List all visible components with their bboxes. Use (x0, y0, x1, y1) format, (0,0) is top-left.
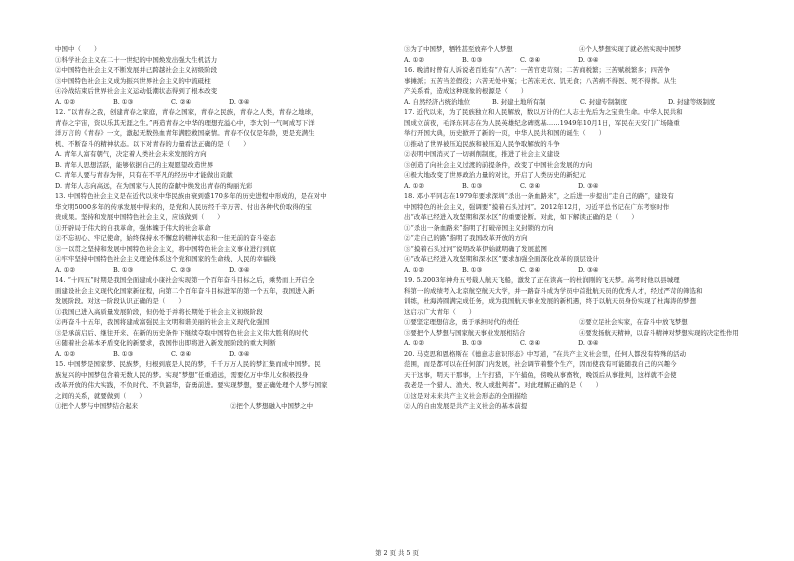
q12-option: A. 青年人富有朝气，决定着人类社会未来发展的方向 (55, 150, 207, 158)
q20-item: ①这是对未来共产主义社会形态的全面描绘 (404, 391, 528, 400)
q16-line: 16. 晚清时曾有人诉说老百姓有“八苦”：一苦官吏苛刻；二苦商税繁；三苦赋税繁多；四苦争 (404, 66, 670, 74)
option: D. ③④ (578, 55, 599, 64)
option: D. ③④ (229, 265, 250, 274)
q13-line: 华文明5000多年的传承发展中得来的，是党和人民历经千辛万苦、付出各种代价取得的宝 (55, 202, 312, 211)
q16-line: 产关系看，造成这种现象的根源是（ ） (404, 87, 528, 95)
q15-item: ①把个人梦与中国梦结合起来 (55, 402, 139, 410)
q12-line: 12. “以青春之我，创建青春之家庭，青春之国家，青春之民族，青春之人类，青春之地球， (55, 108, 318, 116)
q13-item: ①开辟局于伟大的自我革命，强体魄于伟大的社会革命 (55, 223, 211, 232)
q15-options (404, 55, 754, 66)
q14-line: 面建设社会主义现代化国家新征程，向第二个百年奋斗目标进军的第一个五年，我国进入新 (55, 286, 315, 295)
option: B. 封建土地所有制 (492, 97, 546, 106)
q18-line: 18. 邓小平同志在1979年要求深圳“杀出一条血路来”，之后进一步提出“走自己的路”，建设有 (404, 192, 674, 200)
option: A. ①② (404, 265, 425, 274)
q15-item: ④个人梦想实现了就必然实现中国梦 (579, 45, 682, 53)
option: C. ②③ (171, 265, 192, 274)
q15-items (404, 44, 754, 55)
q17-item: ②表明中国消灭了一切剥削制度，推进了社会主义建设 (404, 150, 560, 158)
option: A. ①② (404, 55, 425, 64)
q18-item: ③“摸着石头过河”说明改革伊始就明确了发展蓝图 (404, 244, 548, 253)
q20-line: 天干这事，明天干那事，上午打猎，下午捕鱼，傍晚从事畜牧，晚饭后从事批判，这样就不会使 (404, 370, 677, 379)
option: C. 封建专制制度 (580, 97, 628, 106)
q11-item: ②中国特色社会主义不断发展并已跨越社会主义初级阶段 (55, 66, 218, 74)
option: C. ②④ (171, 97, 192, 106)
q19-line: 科第一的成绩考入北京航空航天大学，并一路奋斗成为学员中首批航天员的优秀人才，经过严苛的筛选和 (404, 286, 703, 295)
option: B. ①③ (462, 55, 483, 64)
q17-options (404, 181, 754, 192)
option: D. ③④ (578, 265, 599, 274)
page-number: 第 2 页 共 5 页 (375, 549, 419, 557)
q15-line: 之间的关系，就要做到（ ） (55, 391, 146, 400)
q18-item: ②“走自己的路”指明了我国改革开放的方向 (404, 234, 528, 242)
option: A. 自然经济占统治地位 (404, 97, 471, 106)
q13-item: ②不忘初心、牢记使命，始终保持永不懈怠的精神状态和一往无前的奋斗姿态 (55, 234, 276, 242)
q14-item: ③是承前启后、继往开来、在新的历史条件下继续夺取中国特色社会主义伟大胜利的时代 (55, 328, 309, 337)
option: D. ③④ (229, 97, 250, 106)
option: C. ②④ (171, 349, 192, 358)
q15-line: 族复兴的中国梦包含着无数人民的梦。实现“梦想”任重道远，需要亿万中华儿女积极投身 (55, 370, 309, 379)
left-column (55, 44, 405, 412)
q19-item: ②要立足社会实家，在奋斗中放飞梦想 (579, 318, 688, 326)
q11-item: ③中国特色社会主义成为振兴世界社会主义的中流砥柱 (55, 76, 211, 85)
q19-line: 19. 5.2003年神舟五号载人航天飞船，激发了正在读高一的杜润刚的飞天梦。高考时他以县城理 (404, 276, 680, 284)
q13-item: ③一以贯之坚持和发展中国特色社会主义，将中国特色社会主义事业进行到底 (55, 244, 276, 253)
q17-item: ③创造了向社会主义过渡的前提条件，改变了中国社会发展的方向 (404, 160, 593, 169)
q19-line: 这启示广大青年（ ） (404, 307, 476, 316)
option: A. ①② (404, 181, 425, 190)
q20-item: ②人的自由发展是共产主义社会的基本前提 (404, 402, 528, 410)
q11-item: ①科学社会主义在二十一世纪的中国焕发出强大生机活力 (55, 55, 218, 64)
option: D. ③④ (578, 181, 599, 190)
option: C. ②④ (520, 55, 541, 64)
option: D. ③④ (578, 339, 599, 347)
q15-line: 15. 中国梦是国家梦、民族梦，归根到底是人民的梦，千千万万人民的梦汇集而成中国梦。民 (55, 360, 321, 368)
option: A. ①② (55, 349, 76, 358)
q14-line: 14. “十四五”时期是我国全面建成小康社会实现第一个百年奋斗目标之后，乘势而上开启全 (55, 276, 315, 284)
q19-item: ①要坚定理想信念，勇于承担时代的责任 (404, 318, 520, 326)
q14-line: 发展阶段。对这一阶段认识正确的是（ ） (55, 297, 185, 305)
q19-item: ④要发扬航天精神，以奋斗精神对梦想实现的决定性作用 (579, 328, 739, 337)
q14-item: ④随着社会基本矛盾变化的新要求，我国作出即将进入新发展阶段的重大判断 (55, 339, 276, 347)
q20-line: 我老是一个猎人、渔夫、牧人或批判者”。对此理解正确的是（ ） (404, 381, 603, 389)
question-11-tail: 中国中（ ） (55, 45, 101, 53)
option: A. ①② (404, 339, 425, 347)
q17-item: ④极大地改变了世界政治力量的对比，开启了人类历史的新纪元 (404, 171, 586, 179)
q13-line: 13. 中国特色社会主义是在近代以来中华民族由衰到盛170多年的历史进程中形成的，是在对中 (55, 192, 327, 200)
q12-line: 青春之宇宙，资以乐其无涯之生。”再造青春之中华的理想充溢心中，李大钊一气呵成写下洋 (55, 118, 315, 127)
q20-line: 20. 马克思和恩格斯在《德意志意识形态》中写道，“在共产主义社会里，任何人都没有特殊的活动 (404, 349, 687, 358)
q17-line: 国成立前夜，毛泽东同志在为人民英雄纪念碑奠基……1949年10月1日，军民在天安门广场隆重 (404, 118, 680, 127)
q13-options (55, 265, 405, 276)
option: B. ①③ (462, 181, 483, 190)
option: B. ①③ (462, 339, 483, 347)
q18-item: ①“杀出一条血路来”指明了打破帝国主义封锁的方向 (404, 223, 554, 232)
option: B. ①③ (113, 265, 134, 274)
q12-line: 机、不断奋斗的精神状态。以下对青春的力量看法正确的是（ ） (55, 139, 250, 148)
q14-options (55, 349, 405, 360)
q15-item: ②把个人梦想融入中国梦之中 (230, 402, 314, 410)
q12-option: B. 青年人思想活跃，能够依据自己的主观愿望改造世界 (55, 160, 214, 169)
option: B. ①③ (113, 97, 134, 106)
option: D. 封建等级制度 (668, 97, 716, 106)
q19-items (404, 317, 754, 328)
q17-line: 17. 近代以来，为了民族独立和人民解放，数以万计的仁人志士先后为之宝贵生命。中华人民共和 (404, 108, 683, 116)
q12-line: 洋万言的《青春》一文，激起无数热血青年满腔救国豪情。青春不仅仅是年龄，更是充满生 (55, 129, 315, 137)
q17-line: 举行开国大典，历史掀开了新的一页，中华人民共和国的诞生（ ） (404, 129, 606, 137)
q20-line: 范围，而是都可以在任何部门内发展，社会调节着整个生产，因而使我有可能随我自己的兴趣今 (404, 360, 677, 368)
q19-line: 训练，杜海涛圆满完成任务，成为我国航天事业发展的新机遇，终于以航天员身份实现了杜海涛的梦想 (404, 297, 697, 305)
q16-line: 事摊派；五苦当差假役；六苦无处申冤；七苦冻无衣、饥无食；八苦病不得医、死不得葬。从生 (404, 76, 677, 85)
option: C. ②④ (520, 181, 541, 190)
q15-items (55, 401, 405, 412)
q12-option: C. 青年人要与青春为伴，只有在不平凡的经历中才能做出贡献 (55, 171, 233, 179)
q14-item: ②再奋斗十五年，我国将建成富强民主文明和谐美丽的社会主义现代化强国 (55, 318, 270, 326)
q12-option: D. 青年人志向高远，在为国家与人民的奋献中焕发出青春的绚丽光彩 (55, 181, 253, 190)
q18-line: 出“改革已经进入攻坚期和深水区”的重要论断。对此，如下解读正确的是（ ） (404, 213, 638, 221)
option: A. ①② (55, 265, 76, 274)
q19-items (404, 328, 754, 339)
option: D. ③④ (229, 349, 250, 358)
q17-item: ①推动了世界被压迫民族和被压迫人民争取解放的斗争 (404, 139, 560, 148)
option: A. ①② (55, 97, 76, 106)
q18-item: ④“改革已经进入攻坚期和深水区”要求加强全面深化改革的顶层设计 (404, 255, 599, 263)
q19-options (404, 338, 754, 349)
option: B. ①③ (462, 265, 483, 274)
q18-options (404, 265, 754, 276)
q18-line: 中国特色的社会主义，强调要“摸着石头过河”。2012年12月，习近平总书记在广东考察时作 (404, 202, 670, 211)
q13-line: 贵成果。坚持和发展中国特色社会主义，应该做到（ ） (55, 213, 224, 221)
q15-line: 改革开放的伟大实践，不负时代、不负韶华，奋勇前进。要实现梦想，要正确处理个人梦与国家 (55, 381, 328, 389)
option: C. ②④ (520, 265, 541, 274)
q15-item: ③为了中国梦，牺牲甚至放弃个人梦想 (404, 45, 513, 53)
q14-item: ①我国已进入高质量发展阶段，但仍处于并将长期处于社会主义初级阶段 (55, 307, 263, 316)
q11-options (55, 97, 405, 108)
right-column (404, 44, 754, 412)
option: B. ①③ (113, 349, 134, 358)
option: C. ②④ (520, 339, 541, 347)
q11-item: ④冷战结束后世界社会主义运动低潮状态得到了根本改变 (55, 87, 218, 95)
q13-item: ④牢牢坚持中国特色社会主义理论体系这个党和国家的生命线、人民的幸福线 (55, 255, 276, 263)
q16-options (404, 97, 754, 108)
q19-item: ③要把个人梦想与国家航天事业发展相结合 (404, 328, 526, 337)
